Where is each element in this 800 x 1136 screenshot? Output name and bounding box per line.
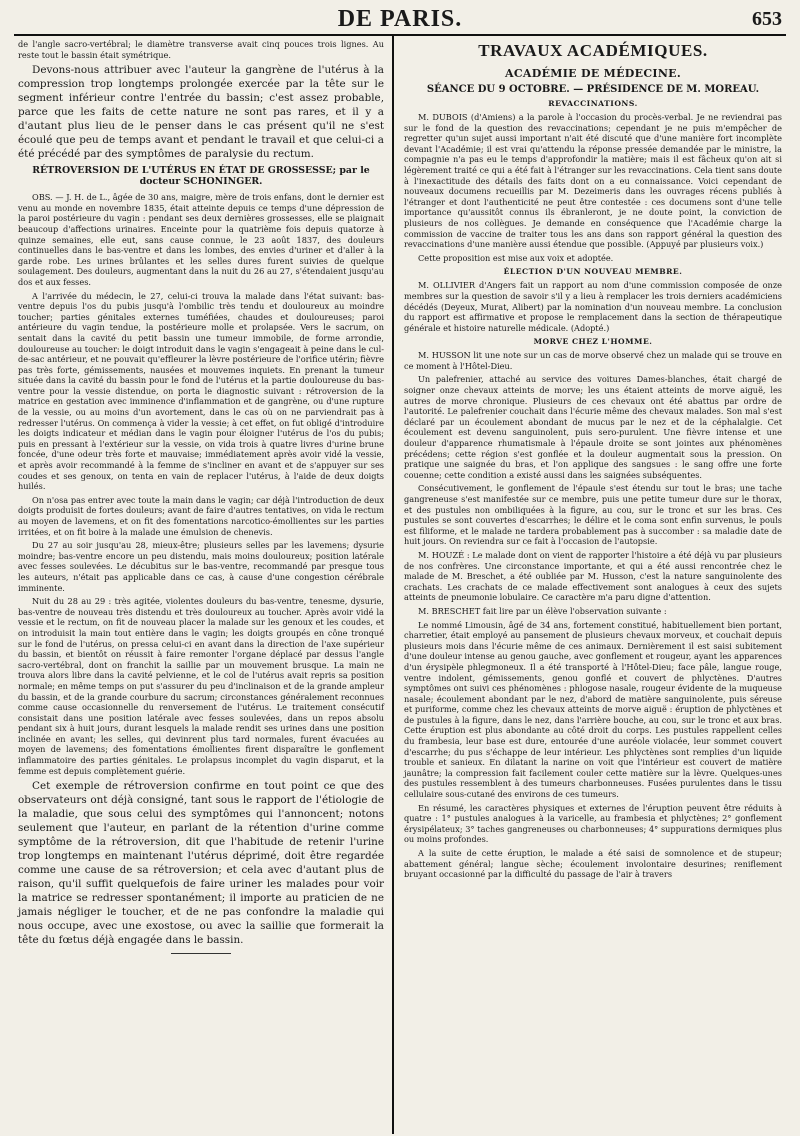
paragraph: Du 27 au soir jusqu'au 28, mieux-être; plusieurs selles par les lavemens; dysurie moindre; bas-ventre encore un peu distendu, mais moins douloureux; position latérale avec fesses soulevées. Le décubitus sur le bas-ventre, recommandé par presque tous les auteurs, n'était pas applicable dans ce cas, à cause d'une congestion cérébrale imminente. [18,540,384,593]
divider [171,953,231,954]
paragraph: M. OLLIVIER d'Angers fait un rapport au nom d'une commission composée de onze membres sur la question de savoir s'il y a lieu à remplacer les trois derniers académiciens décédés (Deyeux, Murat, Alibert) par la nomination d'un nouveau membre. La conclusion du rapport est affirmative et propose le remplacement dans la section de thérapeutique générale et histoire naturelle médicale. (Adopté.) [404,280,782,333]
running-title: DE PARIS. [337,6,463,32]
paragraph: M. BRESCHET fait lire par un élève l'observation suivante : [418,605,667,616]
paragraph: Consécutivement, le gonflement de l'épaule s'est étendu sur tout le bras; une tache gangreneuse s'est manifestée sur ce membre, puis une petite tumeur dure sur le thorax, et des pustules non ombiliquées à la figure, au cou, sur le tronc et sur les bras. Ces pustules se sont couvertes d'escarrhes; le délire et le coma sont enfin survenus, le pouls est filiforme, et le malade ne tardera probablement pas à succomber : sa maladie date de huit jours. On reviendra sur ce fait à l'occasion de l'autopsie. [404,483,782,547]
paragraph: Nuit du 28 au 29 : très agitée, violentes douleurs du bas-ventre, tenesme, dysurie, bas-ventre de nouveau très distendu et très douloureux au toucher. Après avoir vidé la vessie et le rectum, on fit de nouveau placer la malade sur les genoux et les coudes, et on introduisit la main tout entière dans le vagin; les doigts groupés en cône tronqué sur le fond de l'utérus, on pressa celui-ci en avant dans la direction de l'axe supérieur du bassin, et bientôt on réussit à faire remonter l'organe déplacé par dessus l'angle sacro-vertébral, dont on franchit la saillie par un mouvement brusque. La main ne trouva alors libre dans la cavité pelvienne, et le col de l'utérus avait repris sa position normale; en même temps on put s'assurer du peu d'inclinaison et de la grande ampleur du bassin, et de la grande courbure du sacrum; circonstances généralement reconnues comme cause occasionnelle du renversement de l'utérus. Le traitement consécutif consistait dans une position latérale avec fesses soulevées, dans un repos absolu pendant six à huit jours, durant lesquels la malade rendit ses urines dans une position inclinée en avant; les selles, qui devinrent plus tard normales, furent évacuées au moyen de lavemens; des fomentations émollientes firent disparaître le gonflement inflammatoire des parties génitales. Le prolapsus incomplet du vagin disparut, et la femme est depuis complètement guérie. [18,596,384,776]
right-column [394,36,786,1134]
subheading-election: ÉLECTION D'UN NOUVEAU MEMBRE. [503,267,683,277]
session-heading: SÉANCE DU 9 OCTOBRE. — PRÉSIDENCE DE M. MOREAU. [426,84,760,95]
subheading-revaccinations: REVACCINATIONS. [548,99,638,108]
paragraph: En résumé, les caractères physiques et externes de l'éruption peuvent être réduits à quatre : 1° pustules analogues à la varicelle, au frambesia et phlyctènes; 2° gonflement érysipélateux; 3° taches gangreneuses ou charbonneuses; 4° suppurations dermiques plus ou moins profondes. [404,802,782,845]
left-column [14,36,392,1134]
paragraph: Cet exemple de rétroversion confirme en tout point ce que des observateurs ont déjà consigné, tant sous le rapport de l'étiologie de la maladie, que sous celui des symptômes qui l'annoncent; notons seulement que l'auteur, en parlant de la rétention d'urine comme symptôme de la rétroversion, dit que l'habitude de retenir l'urine trop longtemps en maintenant l'utérus déprimé, doit être regardée comme une cause de sa rétroversion; et cela avec d'autant plus de raison, qu'il suffit quelquefois de faire uriner les malades pour voir la matrice se redresser spontanément; il importe au praticien de ne jamais négliger le toucher, et de ne pas confondre la maladie qui nous occupe, avec une exostose, ou avec la saillie que formerait la tête du fœtus déjà engagée dans le bassin. [18,780,384,947]
paragraph: M. HOUZÉ : Le malade dont on vient de rapporter l'histoire a été déjà vu par plusieurs de nos confrères. Une circonstance importante, et qui a été aussi rencontrée chez le malade de M. Breschet, a été oubliée par M. Husson, c'est la nature sanguinolente des crachats. Les crachats de ce malade effectivement sont analogues à ceux des sujets atteints de pneumonie lobulaire. Ce caractère m'a paru digne d'attention. [404,549,782,603]
academy-heading: ACADÉMIE DE MÉDECINE. [505,67,681,80]
paragraph: OBS. — J. H. de L., âgée de 30 ans, maigre, mère de trois enfans, dont le dernier est venu au monde en novembre 1835, était atteinte depuis ce temps d'une dépression de la paroi postérieure du vagin : pendant ses deux dernières grossesses, elle se plaignait beaucoup d'affections urinaires. Enceinte pour la quatrième fois depuis quatorze à quinze semaines, elle eut, sans cause connue, le 23 août 1837, des douleurs continuelles dans le bas-ventre et dans les lombes, des envies d'uriner et d'aller à la garde robe. Les urines brûlantes et les selles dures furent suivies de quelque soulagement. Des douleurs, augmentant dans la nuit du 26 au 27, s'étendaient jusqu'au dos et aux fesses. [18,192,384,287]
paragraph: Cette proposition est mise aux voix et adoptée. [418,252,614,263]
paragraph: de l'angle sacro-vertébral; le diamètre transverse avait cinq pouces trois lignes. Au reste tout le bassin était symétrique. [18,39,384,60]
page-number: 653 [752,8,782,30]
section-heading: TRAVAUX ACADÉMIQUES. [478,41,708,60]
paragraph: On n'osa pas entrer avec toute la main dans le vagin; car déjà l'introduction de deux doigts produisit de fortes douleurs; avant de faire d'autres tentatives, on vida le rectum au moyen de lavemens, et on fit des fomentations narcotico-émollientes sur les parties irritées, et on fit boire à la malade une émulsion de chenevis. [18,494,384,537]
paragraph: Le nommé Limousin, âgé de 34 ans, fortement constitué, habituellement bien portant, charretier, était employé au pansement de plusieurs chevaux morveux, et couchait depuis plusieurs mois dans l'écurie même de ces animaux. Dernièrement il est saisi subitement d'une douleur intense au genou gauche, avec gonflement et rougeur, ayant les apparences d'un érysipèle phlegmoneux. Il a été transporté à l'Hôtel-Dieu; face pâle, langue rouge, ventre indolent, gémissements, genou gonflé et couvert de phlyctènes. D'autres symptômes ont suivi ces phénomènes : phlogose nasale, rougeur évidente de la muqueuse nasale; écoulement abondant par le nez, d'abord de matière sanguinolente, puis séreuse et puriforme, comme chez les chevaux atteints de morve aiguë : éruption de phlyctènes et de pustules à la figure, dans le nez, dans l'arrière bouche, au cou, sur le tronc et aux bras. Cette éruption est plus abondante au côté droit du corps. Les pustules rappellent celles du frambesia, leur base est dure, entourée d'une auréole violacée, leur sommet couvert d'escarrhe; du pus s'échappe de leur intérieur. Les phlyctènes sont remplies d'un liquide trouble et sanieux. En dilatant la narine on voit que l'intérieur est couvert de matière jaunâtre; la compression fait facilement couler cette matière sur la lèvre. Quelques-unes des pustules ressemblent à des tumeurs charbonneuses. Fusées purulentes dans le tissu cellulaire sous-cutané des environs de ces tumeurs. [404,619,782,800]
paragraph: M. HUSSON lit une note sur un cas de morve observé chez un malade qui se trouve en ce moment à l'Hôtel-Dieu. [404,350,782,371]
subheading-morve: MORVE CHEZ L'HOMME. [533,337,653,347]
page-header [14,0,786,36]
paragraph: Devons-nous attribuer avec l'auteur la gangrène de l'utérus à la compression trop longtemps prolongée exercée par la tête sur le segment inférieur contre l'entrée du bassin; c'est assez probable, parce que les faits de cette nature ne sont pas rares, et il y a d'autant plus lieu de le penser dans le cas présent qu'il ne s'est écoulé que peu de temps avant et pendant le travail et que celui-ci a été précédé par des symptômes de paralysie du rectum. [18,64,384,161]
columns [14,36,786,1134]
paragraph: A la suite de cette éruption, le malade a été saisi de somnolence et de stupeur; abattement général; langue sèche; écoulement involontaire desurines; reniflement bruyant occasionné par la difficulté du passage de l'air à travers [404,848,782,880]
paragraph: A l'arrivée du médecin, le 27, celui-ci trouva la malade dans l'état suivant: bas-ventre depuis l'os du pubis jusqu'à l'ombilic très tendu et douloureux au moindre toucher; parties génitales externes tuméfiées, chaudes et douloureuses; paroi antérieure du vagin tendue, la postérieure molle et prolapsée. Vers le sacrum, on sentait dans la cavité du petit bassin une tumeur immobile, de forme arrondie, douloureuse au toucher: le doigt introduit dans le vagin s'engageait à peine dans le cul-de-sac antérieur, et ne pouvait qu'effleurer la lèvre postérieure de l'orifice utérin; fièvre pas très forte, gémissements, nausées et mouvemes inquiets. En prenant la tumeur située dans la cavité du bassin pour le fond de l'utérus et la partie douloureuse du bas-ventre pour la vessie distendue, on porta le diagnostic suivant : rétroversion de la matrice en gestation avec imminence d'inflammation et de gangrène, ou d'une rupture de la vessie, ou au moins d'un avortement, dans le cas où on ne parviendrait pas à redresser l'utérus. On commença à vider la vessie; à cet effet, on fut obligé d'introduire les doigts indicateur et médian dans le vagin pour éloigner l'utérus de l'os du pubis; puis en pressant à l'extérieur sur la vessie, on vida trois à quatre livres d'urine brune foncée, d'une odeur très forte et mauvaise; immédiatement après avoir vidé la vessie, et après avoir recommandé à la femme de s'incliner en avant et de s'appuyer sur ses coudes et ses genoux, on tenta en vain de replacer l'utérus, à l'aide de deux doigts huilés. [18,290,384,492]
paragraph: Un palefrenier, attaché au service des voitures Dames-blanches, était chargé de soigner onze chevaux atteints de morve; les uns étaient atteints de morve aiguë, les autres de morve chronique. Plusieurs de ces chevaux ont été abattus par ordre de l'autorité. Le palefrenier couchait dans l'écurie même des chevaux malades. Son mal s'est déclaré par un écoulement abondant de mucus par le nez et de la céphalalgie. Cet écoulement est devenu sanguinolent, puis sero-purulent. Une fièvre intense et une douleur d'apparence rhumatismale à l'épaule droite se sont jointes aux phénomènes précédens; cette région s'est gonflée et la douleur augmentait sous la pression. On pratique une saignée du bras, et l'on applique des sangsues : le sang offre une forte couenne; cette condition a existé aussi dans les saignées subséquentes. [404,374,782,480]
paragraph: M. DUBOIS (d'Amiens) a la parole à l'occasion du procès-verbal. Je ne reviendrai pas sur le fond de la question des revaccinations; cependant je ne puis m'empêcher de regretter qu'un sujet aussi important n'ait été discuté que d'une manière fort incomplète devant l'Académie; il est vrai qu'attendu la réponse pressée demandée par le ministre, la compagnie n'a pas eu le temps d'approfondir la matière; mais il est fâcheux qu'on ait si légèrement traité ce qui a été fait à l'étranger sur les revaccinations. Cela tient sans doute à l'inexactitude des détails des faits dont on a eu connaissance. Voici cependant de nouveaux documens recueillis par M. Dezeimeris dans les ouvrages récens publiés à l'étranger et dont l'authenticité ne peut être contestée : ces documens sont d'une telle importance qu'aussitôt connus ils ébranleront, je ne doute point, la conviction de plusieurs de nos collègues. Je demande en conséquence que l'Académie charge la commission de vaccine de traiter tous les ans dans son rapport général la question des revaccinations d'une manière aussi étendue que possible. (Appuyé par plusieurs voix.) [404,112,782,250]
article-title: RÉTROVERSION DE L'UTÉRUS EN ÉTAT DE GROSSESSE; par le docteur SCHONINGER. [32,165,370,188]
